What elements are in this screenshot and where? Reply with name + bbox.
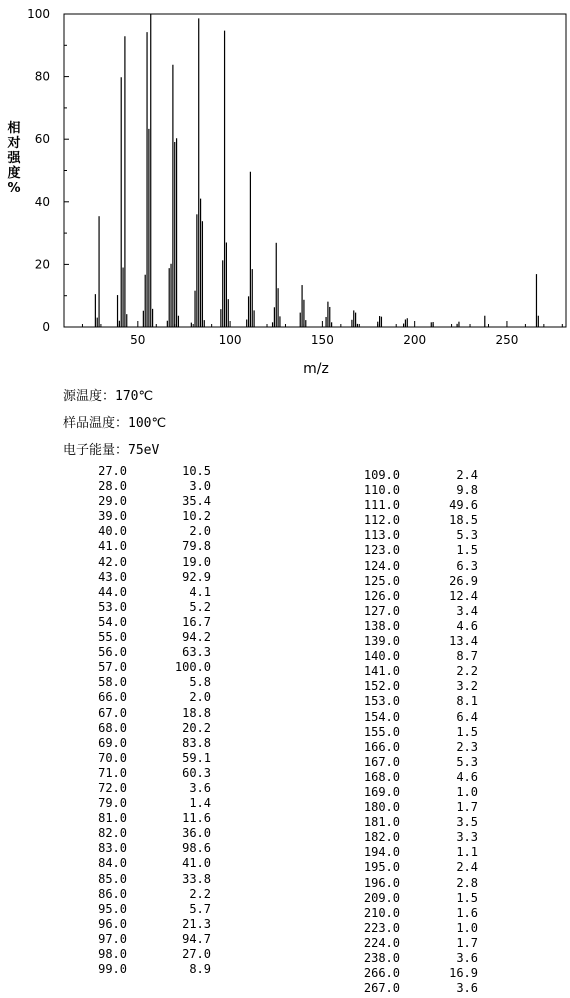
peak-abundance: 2.0 <box>189 524 211 539</box>
peak-abundance: 16.9 <box>449 966 478 981</box>
peak-mz: 139.0 <box>363 634 400 649</box>
peak-abundance: 3.6 <box>456 951 478 965</box>
peak-mz: 181.0 <box>363 815 400 830</box>
peak-row <box>348 513 478 528</box>
peak-mz: 67.0 <box>98 705 127 720</box>
peak-row <box>88 706 213 721</box>
peak-mz: 57.0 <box>98 660 127 675</box>
peak-abundance: 1.4 <box>189 796 211 811</box>
peak-mz: 97.0 <box>98 931 127 946</box>
peak-mz: 209.0 <box>363 890 400 905</box>
peak-row <box>88 721 213 736</box>
peak-row <box>88 962 213 977</box>
peak-abundance: 1.7 <box>456 800 478 815</box>
peak-row <box>348 483 478 498</box>
y-axis-label-char: 强 <box>7 151 21 166</box>
peak-mz: 58.0 <box>98 675 127 690</box>
peak-mz: 68.0 <box>98 720 127 735</box>
peak-abundance: 12.4 <box>449 588 478 603</box>
peak-mz: 66.0 <box>98 690 127 705</box>
peak-abundance: 83.8 <box>182 735 211 750</box>
peak-mz: 238.0 <box>363 951 400 965</box>
peak-abundance: 26.9 <box>449 573 478 588</box>
peak-row <box>88 555 213 570</box>
peak-row <box>88 751 213 766</box>
peak-row <box>88 826 213 841</box>
peak-row <box>88 796 213 811</box>
peak-mz: 180.0 <box>363 800 400 815</box>
peak-mz: 55.0 <box>98 630 127 645</box>
electron-energy-label: 电子能量： <box>63 443 129 458</box>
peak-row <box>348 740 478 755</box>
peak-row <box>348 936 478 951</box>
peak-row <box>88 887 213 902</box>
peak-mz: 81.0 <box>98 811 127 826</box>
peak-row <box>348 589 478 604</box>
peak-abundance: 13.4 <box>449 634 478 649</box>
y-axis-label-char: 对 <box>7 136 21 151</box>
peak-mz: 127.0 <box>363 603 400 618</box>
peak-row <box>348 876 478 891</box>
peak-mz: 83.0 <box>98 841 127 856</box>
peak-row <box>348 800 478 815</box>
peak-abundance: 16.7 <box>182 614 211 629</box>
peak-row <box>348 755 478 770</box>
plot-area <box>27 7 566 347</box>
peak-abundance: 21.3 <box>182 916 211 931</box>
x-tick-label: 50 <box>130 333 146 347</box>
peak-abundance: 94.2 <box>182 630 211 645</box>
peak-row <box>348 770 478 785</box>
peak-table-right <box>348 468 478 996</box>
peak-row <box>88 509 213 524</box>
peak-mz: 84.0 <box>98 856 127 871</box>
peak-mz: 140.0 <box>363 649 400 664</box>
y-tick-label: 40 <box>34 194 50 209</box>
peak-mz: 123.0 <box>363 543 400 558</box>
peak-mz: 223.0 <box>363 920 400 935</box>
peak-row <box>348 725 478 740</box>
peak-row <box>88 645 213 660</box>
peak-row <box>88 630 213 645</box>
peak-row <box>88 872 213 887</box>
peak-mz: 182.0 <box>363 830 400 845</box>
peak-abundance: 5.8 <box>189 675 211 690</box>
peak-mz: 141.0 <box>363 664 400 679</box>
source-temperature-value: 170℃ <box>115 389 154 404</box>
peak-mz: 39.0 <box>98 509 127 524</box>
peak-mz: 98.0 <box>98 947 127 961</box>
peak-mz: 168.0 <box>363 769 400 784</box>
peak-abundance: 27.0 <box>182 947 211 961</box>
peak-row <box>348 981 478 996</box>
y-tick-label: 80 <box>34 69 50 84</box>
peak-row <box>348 815 478 830</box>
peak-abundance: 5.3 <box>456 528 478 543</box>
x-axis-label: m/z <box>303 361 329 377</box>
peak-mz: 111.0 <box>363 498 400 513</box>
peak-mz: 43.0 <box>98 569 127 584</box>
peak-abundance: 1.6 <box>456 905 478 920</box>
peak-mz: 42.0 <box>98 554 127 569</box>
peak-mz: 113.0 <box>363 528 400 543</box>
peak-row <box>88 494 213 509</box>
peak-row <box>88 585 213 600</box>
peak-abundance: 3.5 <box>456 815 478 830</box>
peak-abundance: 20.2 <box>182 720 211 735</box>
peak-abundance: 36.0 <box>182 826 211 841</box>
peak-mz: 29.0 <box>98 494 127 509</box>
peak-abundance: 1.5 <box>456 724 478 739</box>
peak-mz: 28.0 <box>98 479 127 494</box>
peak-abundance: 11.6 <box>182 811 211 826</box>
peak-abundance: 5.2 <box>189 599 211 614</box>
peak-row <box>348 468 478 483</box>
peak-row <box>348 634 478 649</box>
peak-row <box>348 498 478 513</box>
x-tick-label: 250 <box>495 333 519 347</box>
peak-abundance: 1.0 <box>456 920 478 935</box>
peak-mz: 86.0 <box>98 886 127 901</box>
peak-abundance: 2.2 <box>456 664 478 679</box>
peak-row <box>348 845 478 860</box>
peak-abundance: 3.3 <box>456 830 478 845</box>
peak-abundance: 4.1 <box>189 584 211 599</box>
peak-abundance: 2.3 <box>456 739 478 754</box>
peak-row <box>88 570 213 585</box>
peak-abundance: 2.8 <box>456 875 478 890</box>
sample-temperature-value: 100℃ <box>128 416 167 431</box>
peak-mz: 70.0 <box>98 750 127 765</box>
peak-mz: 71.0 <box>98 765 127 780</box>
peak-mz: 82.0 <box>98 826 127 841</box>
peak-row <box>348 785 478 800</box>
peak-abundance: 8.7 <box>456 649 478 664</box>
peak-row <box>88 766 213 781</box>
x-tick-label: 200 <box>403 333 427 347</box>
peak-abundance: 10.5 <box>182 464 211 478</box>
peak-mz: 99.0 <box>98 962 127 977</box>
peak-abundance: 2.2 <box>189 886 211 901</box>
peak-abundance: 1.5 <box>456 543 478 558</box>
peak-table-left <box>88 464 213 977</box>
y-tick-label: 60 <box>34 132 50 147</box>
peak-mz: 210.0 <box>363 905 400 920</box>
electron-energy-value: 75eV <box>128 443 160 458</box>
sample-temperature <box>63 412 166 431</box>
peak-abundance: 6.4 <box>456 709 478 724</box>
peak-abundance: 10.2 <box>182 509 211 524</box>
peak-abundance: 59.1 <box>182 750 211 765</box>
peak-row <box>88 917 213 932</box>
peak-abundance: 98.6 <box>182 841 211 856</box>
peak-abundance: 60.3 <box>182 765 211 780</box>
peak-mz: 125.0 <box>363 573 400 588</box>
peak-row <box>88 539 213 554</box>
y-axis-label-char: 度 <box>7 166 21 181</box>
peak-mz: 44.0 <box>98 584 127 599</box>
y-tick-label: 100 <box>27 7 50 21</box>
peak-abundance: 3.6 <box>456 981 478 996</box>
source-temperature-label: 源温度： <box>63 389 116 404</box>
peak-mz: 169.0 <box>363 784 400 799</box>
peak-row <box>88 781 213 796</box>
peak-abundance: 3.6 <box>189 780 211 795</box>
peak-abundance: 4.6 <box>456 618 478 633</box>
peak-abundance: 8.9 <box>189 962 211 977</box>
peak-mz: 69.0 <box>98 735 127 750</box>
mass-spectrum-chart <box>0 0 570 380</box>
peak-mz: 110.0 <box>363 483 400 498</box>
x-tick-label: 100 <box>218 333 242 347</box>
peak-abundance: 3.2 <box>456 679 478 694</box>
plot-frame <box>64 14 566 327</box>
peak-row <box>348 574 478 589</box>
peak-mz: 72.0 <box>98 780 127 795</box>
peak-row <box>348 694 478 709</box>
peak-row <box>348 649 478 664</box>
y-axis-label-char: % <box>7 181 21 196</box>
peak-mz: 53.0 <box>98 599 127 614</box>
peak-mz: 154.0 <box>363 709 400 724</box>
peak-mz: 40.0 <box>98 524 127 539</box>
peak-row <box>88 479 213 494</box>
peak-abundance: 33.8 <box>182 871 211 886</box>
peak-mz: 27.0 <box>98 464 127 478</box>
peak-mz: 109.0 <box>363 468 400 482</box>
peak-mz: 167.0 <box>363 754 400 769</box>
peak-mz: 138.0 <box>363 618 400 633</box>
peak-row <box>348 830 478 845</box>
peak-mz: 267.0 <box>363 981 400 996</box>
peak-abundance: 1.1 <box>456 845 478 860</box>
peak-abundance: 94.7 <box>182 931 211 946</box>
peak-abundance: 2.0 <box>189 690 211 705</box>
peak-abundance: 6.3 <box>456 558 478 573</box>
peak-mz: 152.0 <box>363 679 400 694</box>
y-tick-label: 0 <box>42 320 50 334</box>
peak-mz: 126.0 <box>363 588 400 603</box>
peak-row <box>348 921 478 936</box>
peak-mz: 195.0 <box>363 860 400 875</box>
peak-abundance: 49.6 <box>449 498 478 513</box>
peak-abundance: 3.4 <box>456 603 478 618</box>
peak-row <box>88 524 213 539</box>
x-tick-label: 150 <box>310 333 334 347</box>
peak-row <box>348 604 478 619</box>
peak-mz: 224.0 <box>363 935 400 950</box>
peak-abundance: 9.8 <box>456 483 478 498</box>
peak-abundance: 18.8 <box>182 705 211 720</box>
peak-abundance: 1.7 <box>456 935 478 950</box>
peak-abundance: 100.0 <box>174 660 211 675</box>
peak-mz: 166.0 <box>363 739 400 754</box>
peak-row <box>348 906 478 921</box>
peak-abundance: 41.0 <box>182 856 211 871</box>
peak-row <box>348 860 478 875</box>
source-temperature <box>63 385 153 404</box>
peak-abundance: 18.5 <box>449 513 478 528</box>
peak-row <box>88 675 213 690</box>
peak-row <box>88 856 213 871</box>
peak-mz: 155.0 <box>363 724 400 739</box>
y-tick-label: 20 <box>34 257 50 272</box>
peak-row <box>88 811 213 826</box>
peak-mz: 196.0 <box>363 875 400 890</box>
electron-energy <box>63 439 159 458</box>
peak-row <box>348 543 478 558</box>
y-axis-label <box>6 120 21 196</box>
peak-mz: 266.0 <box>363 966 400 981</box>
peak-row <box>88 736 213 751</box>
peak-mz: 96.0 <box>98 916 127 931</box>
peak-abundance: 1.5 <box>456 890 478 905</box>
peak-abundance: 79.8 <box>182 539 211 554</box>
peak-abundance: 3.0 <box>189 479 211 494</box>
peak-mz: 41.0 <box>98 539 127 554</box>
peak-row <box>88 841 213 856</box>
peak-row <box>348 664 478 679</box>
peak-row <box>88 947 213 962</box>
peak-row <box>348 619 478 634</box>
peak-abundance: 19.0 <box>182 554 211 569</box>
peak-mz: 124.0 <box>363 558 400 573</box>
peak-mz: 112.0 <box>363 513 400 528</box>
peak-mz: 85.0 <box>98 871 127 886</box>
peak-row <box>88 600 213 615</box>
peak-row <box>348 891 478 906</box>
peak-row <box>88 660 213 675</box>
sample-temperature-label: 样品温度： <box>63 416 129 431</box>
peak-abundance: 2.4 <box>456 860 478 875</box>
peak-row <box>88 932 213 947</box>
peak-row <box>348 528 478 543</box>
peak-row <box>348 951 478 966</box>
peak-row <box>348 559 478 574</box>
peak-mz: 95.0 <box>98 901 127 916</box>
peak-row <box>348 710 478 725</box>
peak-row <box>348 679 478 694</box>
peak-row <box>88 902 213 917</box>
peak-abundance: 5.3 <box>456 754 478 769</box>
peak-row <box>88 464 213 479</box>
peak-mz: 194.0 <box>363 845 400 860</box>
peak-abundance: 63.3 <box>182 645 211 660</box>
y-axis-label-text <box>6 120 21 196</box>
peak-abundance: 1.0 <box>456 784 478 799</box>
y-axis-label-char: 相 <box>7 121 21 136</box>
peak-abundance: 8.1 <box>456 694 478 709</box>
peak-abundance: 2.4 <box>456 468 478 482</box>
peak-abundance: 92.9 <box>182 569 211 584</box>
peak-row <box>88 690 213 705</box>
peak-mz: 54.0 <box>98 614 127 629</box>
peak-abundance: 35.4 <box>182 494 211 509</box>
peak-abundance: 5.7 <box>189 901 211 916</box>
peak-mz: 56.0 <box>98 645 127 660</box>
peak-row <box>348 966 478 981</box>
peak-mz: 153.0 <box>363 694 400 709</box>
peak-abundance: 4.6 <box>456 769 478 784</box>
peak-mz: 79.0 <box>98 796 127 811</box>
peak-row <box>88 615 213 630</box>
